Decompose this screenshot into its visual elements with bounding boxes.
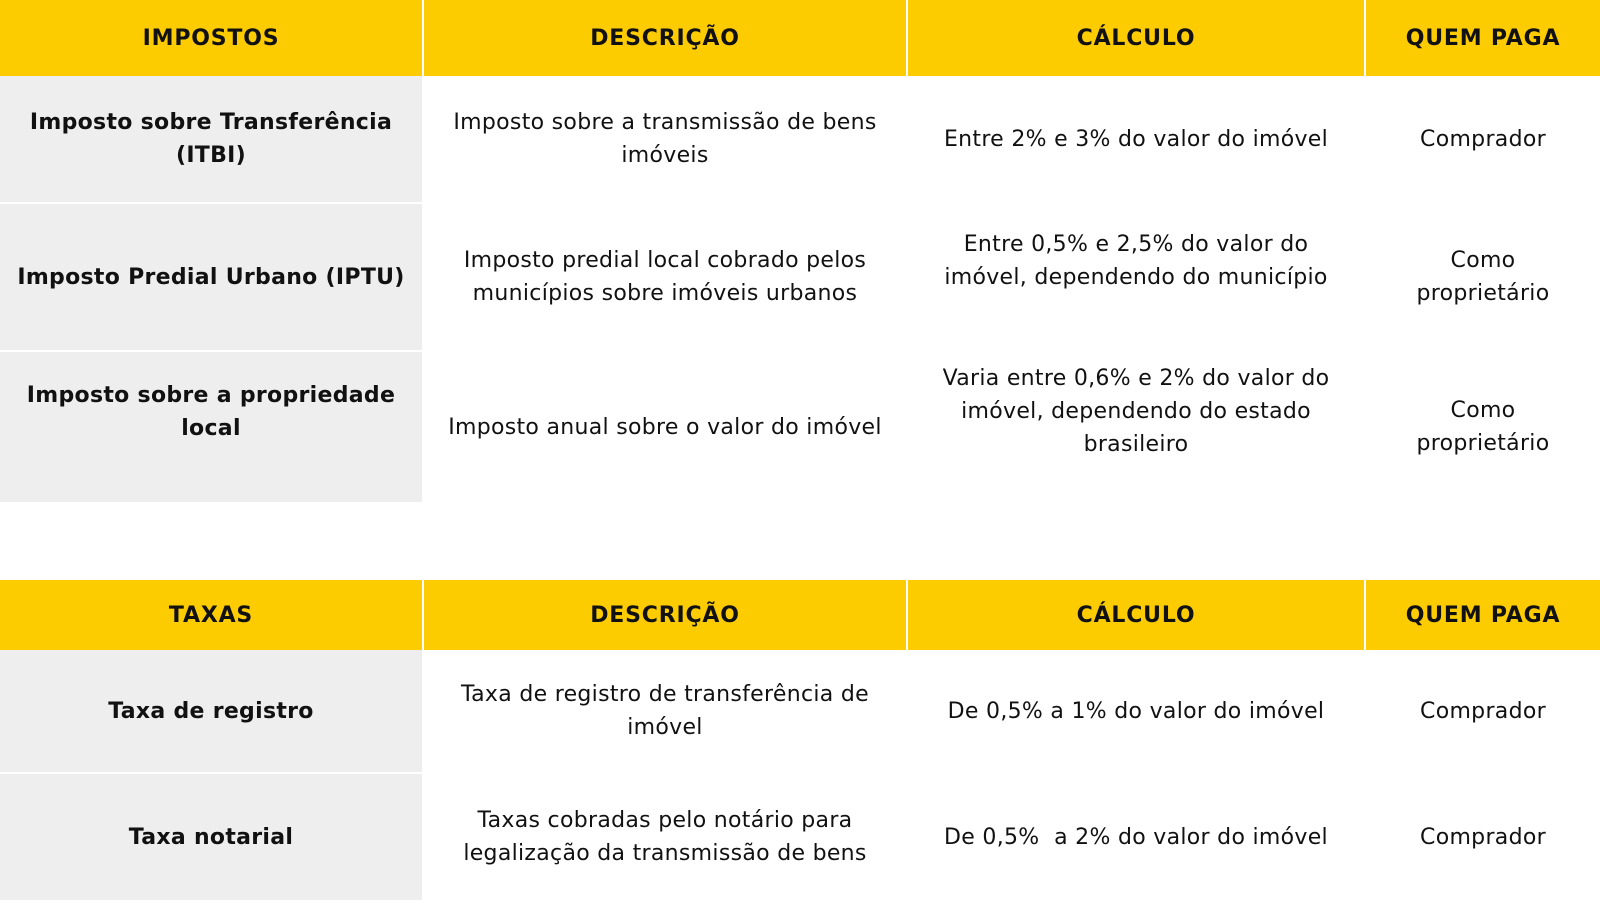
fee-calculation: De 0,5% a 1% do valor do imóvel: [908, 650, 1364, 772]
table-row: [0, 772, 1600, 900]
impostos-header-row: [0, 0, 1600, 76]
fee-name: Taxa de registro: [0, 650, 422, 772]
taxas-table: [0, 580, 1600, 900]
header-calculo: CÁLCULO: [908, 580, 1364, 650]
table-row: [0, 202, 1600, 350]
tax-name: Imposto sobre a propriedade local: [0, 352, 422, 502]
header-quem-paga: QUEM PAGA: [1366, 0, 1600, 76]
fee-name: Taxa notarial: [0, 774, 422, 900]
tax-calculation: Varia entre 0,6% e 2% do valor do imóvel, dependendo do estado brasileiro: [908, 352, 1364, 502]
header-descricao: DESCRIÇÃO: [424, 0, 906, 76]
fee-description: Taxas cobradas pelo notário para legalização da transmissão de bens: [424, 774, 906, 900]
fee-payer: Comprador: [1366, 774, 1600, 900]
header-taxas: TAXAS: [0, 580, 422, 650]
tax-calculation: Entre 2% e 3% do valor do imóvel: [908, 76, 1364, 202]
tax-name: Imposto Predial Urbano (IPTU): [0, 204, 422, 350]
tax-description: Imposto sobre a transmissão de bens imóveis: [424, 76, 906, 202]
header-descricao: DESCRIÇÃO: [424, 580, 906, 650]
taxas-header-row: [0, 580, 1600, 650]
header-quem-paga: QUEM PAGA: [1366, 580, 1600, 650]
table-row: [0, 650, 1600, 772]
tax-payer: Como proprietário: [1366, 352, 1600, 502]
header-calculo: CÁLCULO: [908, 0, 1364, 76]
header-impostos: IMPOSTOS: [0, 0, 422, 76]
fee-calculation: De 0,5% a 2% do valor do imóvel: [908, 774, 1364, 900]
fee-payer: Comprador: [1366, 650, 1600, 772]
tax-description: Imposto predial local cobrado pelos municípios sobre imóveis urbanos: [424, 204, 906, 350]
table-row: [0, 76, 1600, 202]
fee-description: Taxa de registro de transferência de imóvel: [424, 650, 906, 772]
tax-payer: Como proprietário: [1366, 204, 1600, 350]
tax-description: Imposto anual sobre o valor do imóvel: [424, 352, 906, 502]
table-row: [0, 350, 1600, 502]
tax-name: Imposto sobre Transferência (ITBI): [0, 76, 422, 202]
tax-calculation: Entre 0,5% e 2,5% do valor do imóvel, dependendo do município: [908, 204, 1364, 350]
tax-payer: Comprador: [1366, 76, 1600, 202]
